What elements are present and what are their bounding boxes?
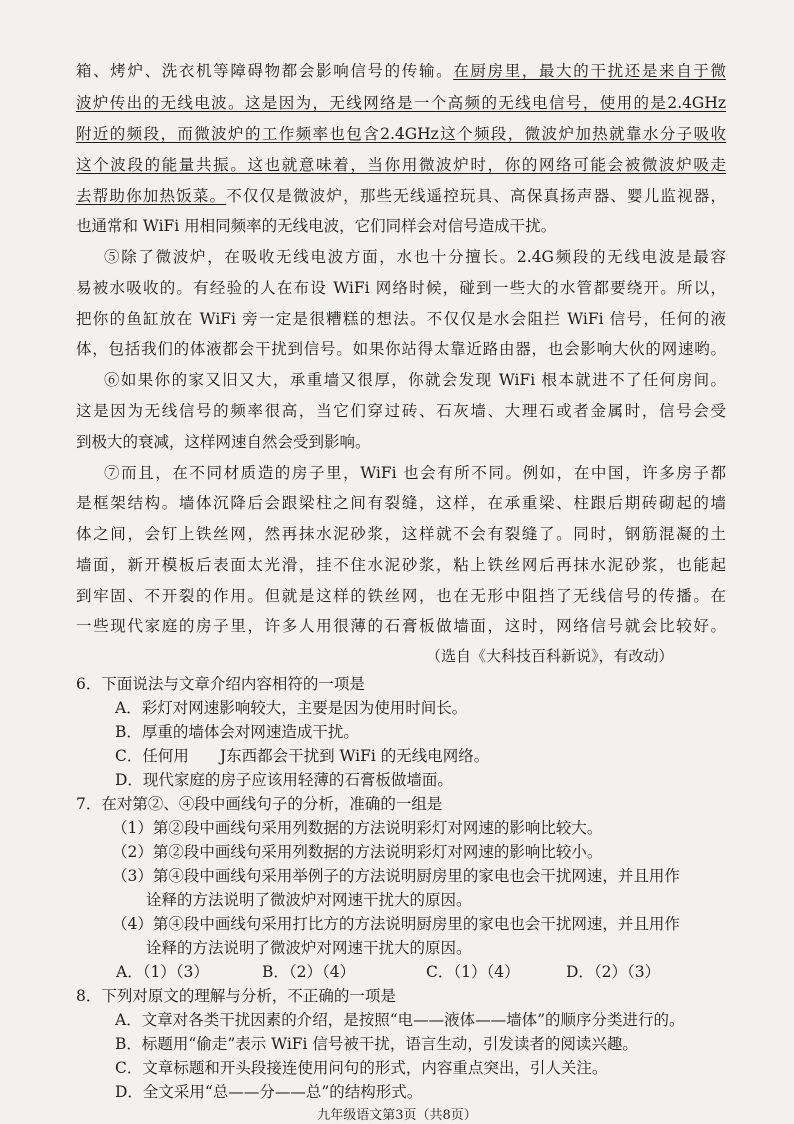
- passage-text: 箱、烤炉、洗衣机等障碍物都会影响信号的传输。: [76, 62, 454, 80]
- passage-text: 不仅仅是微波炉，那些无线遥控玩具、高保真扬声器、婴儿监视器，: [226, 187, 726, 205]
- question-6-option-c: C．任何用 J东西都会干扰到 WiFi 的无线电网络。: [115, 747, 490, 765]
- passage-line: 到极大的衰减，这样网速自然会受到影响。: [76, 433, 371, 451]
- question-8-option-d: D．全文采用“总——分——总”的结构形式。: [115, 1083, 423, 1101]
- question-8-option-a: A．文章对各类干扰因素的介绍，是按照“电——液体——墙体”的顺序分类进行的。: [115, 1011, 685, 1029]
- underlined-sentence: 在厨房里，最大的干扰还是来自于微: [453, 62, 726, 80]
- passage-line: 是框架结构。墙体沉降后会跟梁柱之间有裂缝，这样，在承重梁、柱跟后期砖砌起的墙: [76, 494, 726, 512]
- passage-line: ⑦而且，在不同材质造的房子里，WiFi 也会有所不同。例如，在中国，许多房子都: [104, 464, 726, 482]
- passage-line: 把你的鱼缸放在 WiFi 旁一定是很糟糕的想法。不仅仅是水会阻拦 WiFi 信号，任何的液: [76, 310, 726, 328]
- question-8-option-c: C．文章标题和开头段接连使用问句的形式，内容重点突出，引人关注。: [115, 1059, 608, 1077]
- question-6-option-a: A．彩灯对网速影响较大，主要是因为使用时间长。: [115, 699, 468, 717]
- question-7-item-3-cont: 诠释的方法说明了微波炉对网速干扰大的原因。: [146, 891, 472, 909]
- question-8-option-b: B．标题用“偷走”表示 WiFi 信号被干扰，语言生动，引发读者的阅读兴趣。: [115, 1035, 638, 1053]
- passage-line: 也通常和 WiFi 用相同频率的无线电波，它们同样会对信号造成干扰。: [76, 217, 557, 235]
- passage-line: 墙面，新开模板后表面太光滑，挂不住水泥砂浆，粘上铁丝网后再抹水泥砂浆，也能起: [76, 556, 726, 574]
- passage-line: 易被水吸收的。有经验的人在布设 WiFi 网络时候，碰到一些大的水管都要绕开。所以，: [76, 279, 726, 297]
- underlined-sentence: 附近的频段，而微波炉的工作频率也包含2.4GHz这个频段，微波炉加热就靠水分子吸收: [76, 125, 726, 143]
- question-6-stem: 6．下面说法与文章介绍内容相符的一项是: [76, 675, 365, 693]
- source-citation: （选自《大科技百科新说》，有改动）: [426, 647, 674, 665]
- passage-line: 体之间，会钉上铁丝网，然再抹水泥砂浆，这样就不会有裂缝了。同时，钢筋混凝的土: [76, 525, 726, 543]
- question-6-option-b: B．厚重的墙体会对网速造成干扰。: [115, 723, 359, 741]
- passage-line: 一些现代家庭的房子里，许多人用很薄的石膏板做墙面，这时，网络信号就会比较好。: [76, 617, 726, 635]
- passage-line: 这是因为无线信号的频率很高，当它们穿过砖、石灰墙、大理石或者金属时，信号会受: [76, 402, 726, 420]
- passage-line: ⑥如果你的家又旧又大，承重墙又很厚，你就会发现 WiFi 根本就进不了任何房间。: [104, 371, 726, 389]
- passage-line: 体，包括我们的体液都会干扰到信号。如果你站得太靠近路由器，也会影响大伙的网速哟。: [76, 340, 726, 358]
- question-7-stem: 7．在对第②、④段中画线句子的分析，准确的一组是: [76, 795, 443, 813]
- question-7-option-b: B．（2）（4）: [262, 963, 356, 981]
- underlined-sentence: 这个波段的能量共振。这也就意味着，当你用微波炉时，你的网络可能会被微波炉吸走: [76, 156, 726, 174]
- underlined-sentence: 去帮助你加热饭菜。: [76, 187, 227, 205]
- question-8-stem: 8．下列对原文的理解与分析，不正确的一项是: [76, 987, 396, 1005]
- question-6-option-d: D．现代家庭的房子应该用轻薄的石膏板做墙面。: [115, 771, 453, 789]
- question-7-option-c: C．（1）（4）: [426, 963, 520, 981]
- question-7-item-4: （4）第④段中画线句采用打比方的方法说明厨房里的家电也会干扰网速，并且用作: [112, 915, 680, 933]
- passage-line: ⑤除了微波炉，在吸收无线电波方面，水也十分擅长。2.4G频段的无线电波是最容: [104, 248, 726, 266]
- passage-line: [76, 60, 726, 82]
- underlined-sentence: 波炉传出的无线电波。这是因为，无线网络是一个高频的无线电信号，使用的是2.4GHz: [76, 94, 726, 112]
- passage-line: 到牢固、不开裂的作用。但就是这样的铁丝网，也在无形中阻挡了无线信号的传播。在: [76, 587, 726, 605]
- question-7-item-2: （2）第②段中画线句采用列数据的方法说明彩灯对网速的影响比较小。: [112, 843, 603, 861]
- question-7-item-3: （3）第④段中画线句采用举例子的方法说明厨房里的家电也会干扰网速，并且用作: [112, 867, 680, 885]
- question-7-option-d: D．（2）（3）: [566, 963, 661, 981]
- passage-line: [76, 185, 726, 207]
- question-7-item-4-cont: 诠释的方法说明了微波炉对网速干扰大的原因。: [146, 939, 472, 957]
- page-footer: 九年级语文第3页（共8页）: [317, 1108, 477, 1123]
- question-7-option-a: A．（1）（3）: [116, 963, 209, 981]
- question-7-item-1: （1）第②段中画线句采用列数据的方法说明彩灯对网速的影响比较大。: [112, 819, 603, 837]
